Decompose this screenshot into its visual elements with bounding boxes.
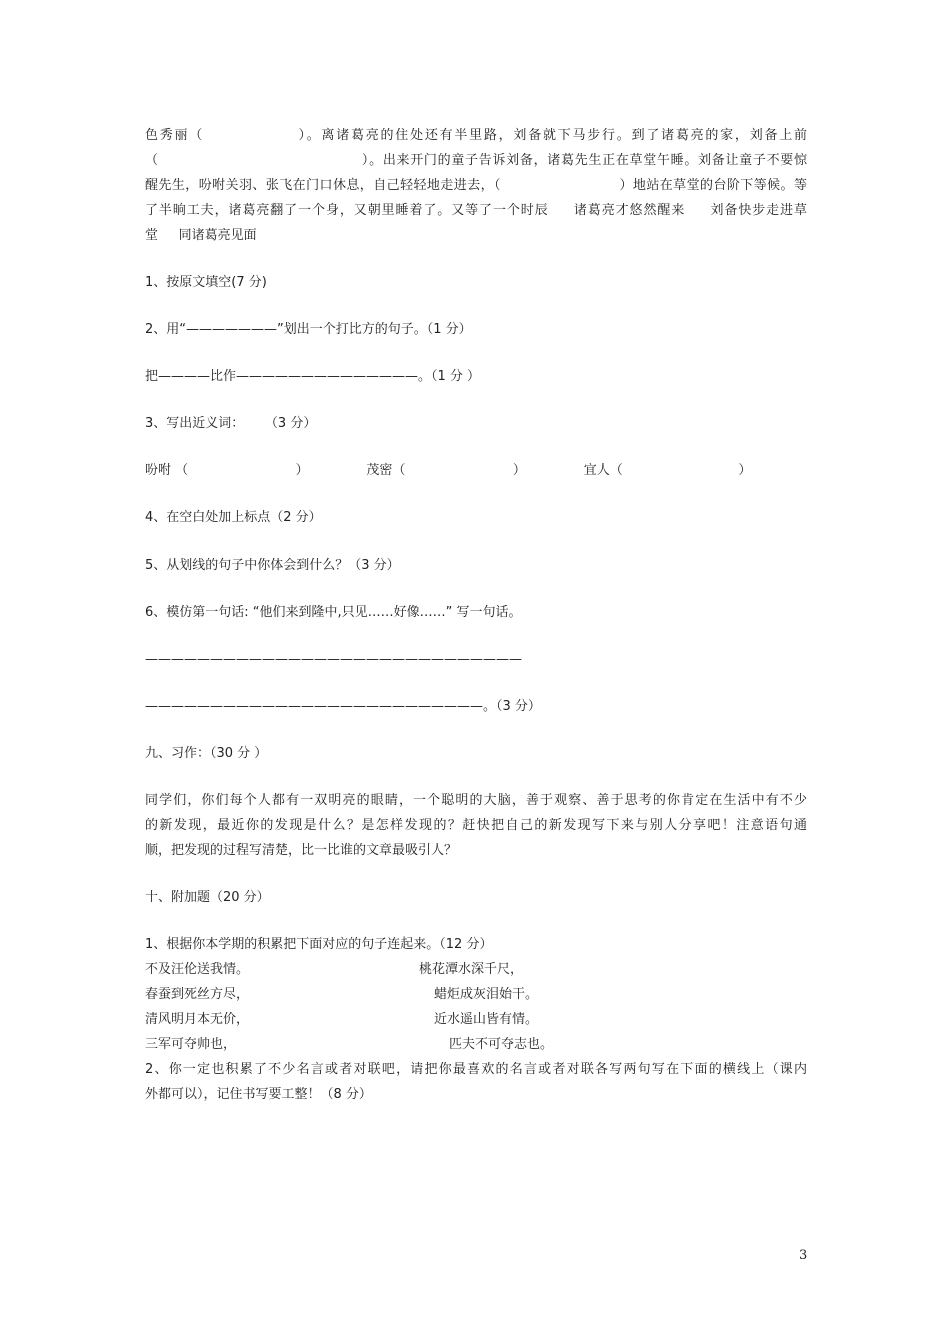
section-10-question-2-line-1: 2、你一定也积累了不少名言或者对联吧，请把你最喜欢的名言或者对联各写两句写在下面的横线上（课内 <box>145 1062 807 1077</box>
question-3-items: 吩咐 （ ） 茂密（ ） 宜人（ ） <box>145 463 752 478</box>
passage-line-3: 醒先生，吩咐关羽、张飞在门口休息，自己轻轻地走进去，（ ）地站在草堂的台阶下等候。等 <box>145 178 807 193</box>
question-2: 2、用“———————”划出一个打比方的句子。（1 分） <box>145 322 472 337</box>
section-9-paragraph-2: 的新发现，最近你的发现是什么？是怎样发现的？赶快把自己的新发现写下来与别人分享吧！注意语句通 <box>145 818 807 833</box>
page-number: 3 <box>799 1248 808 1263</box>
passage-line-1: 色秀丽（ ）。离诸葛亮的住处还有半里路，刘备就下马步行。到了诸葛亮的家，刘备上前 <box>145 128 807 143</box>
match-right-1: 桃花潭水深千尺， <box>419 962 524 977</box>
section-10-question-2-line-2: 外都可以），记住书写要工整！（8 分） <box>145 1087 372 1102</box>
section-9-heading: 九、习作：（30 分 ） <box>145 746 268 761</box>
question-6-answer-line-2: ——————————————————————————。（3 分） <box>145 699 541 714</box>
section-10-heading: 十、附加题（20 分） <box>145 890 270 905</box>
match-right-4: 匹夫不可夺志也。 <box>449 1037 554 1052</box>
question-3: 3、写出近义词： （3 分） <box>145 416 317 431</box>
section-9-paragraph-1: 同学们，你们每个人都有一双明亮的眼睛，一个聪明的大脑，善于观察、善于思考的你肯定在生活中有不少 <box>145 793 807 808</box>
match-right-2: 蜡炬成灰泪始干。 <box>434 987 539 1002</box>
section-10-question-1: 1、根据你本学期的积累把下面对应的句子连起来。（12 分） <box>145 937 493 952</box>
question-5: 5、从划线的句子中你体会到什么？（3 分） <box>145 558 400 573</box>
match-left-3: 清风明月本无价， <box>145 1012 250 1027</box>
match-left-2: 春蚕到死丝方尽， <box>145 987 250 1002</box>
match-left-1: 不及汪伦送我情。 <box>145 962 250 977</box>
match-right-3: 近水遥山皆有情。 <box>434 1012 539 1027</box>
match-left-4: 三军可夺帅也， <box>145 1037 237 1052</box>
question-1: 1、按原文填空(7 分) <box>145 275 267 290</box>
question-6-answer-line-1: ————————————————————————————— <box>145 652 522 667</box>
passage-line-4: 了半晌工夫，诸葛亮翻了一个身，又朝里睡着了。又等了一个时辰 诸葛亮才悠然醒来 刘备快步走进草 <box>145 203 807 218</box>
question-4: 4、在空白处加上标点（2 分） <box>145 510 322 525</box>
question-6: 6、模仿第一句话: “他们来到隆中,只见……好像……” 写一句话。 <box>145 605 522 620</box>
section-9-paragraph-3: 顺，把发现的过程写清楚，比一比谁的文章最吸引人？ <box>145 843 458 858</box>
passage-line-2: （ ）。出来开门的童子告诉刘备，诸葛先生正在草堂午睡。刘备让童子不要惊 <box>145 153 807 168</box>
question-2-blank: 把————比作——————————————。（1 分 ） <box>145 369 481 384</box>
passage-line-5: 堂 同诸葛亮见面 <box>145 228 257 243</box>
